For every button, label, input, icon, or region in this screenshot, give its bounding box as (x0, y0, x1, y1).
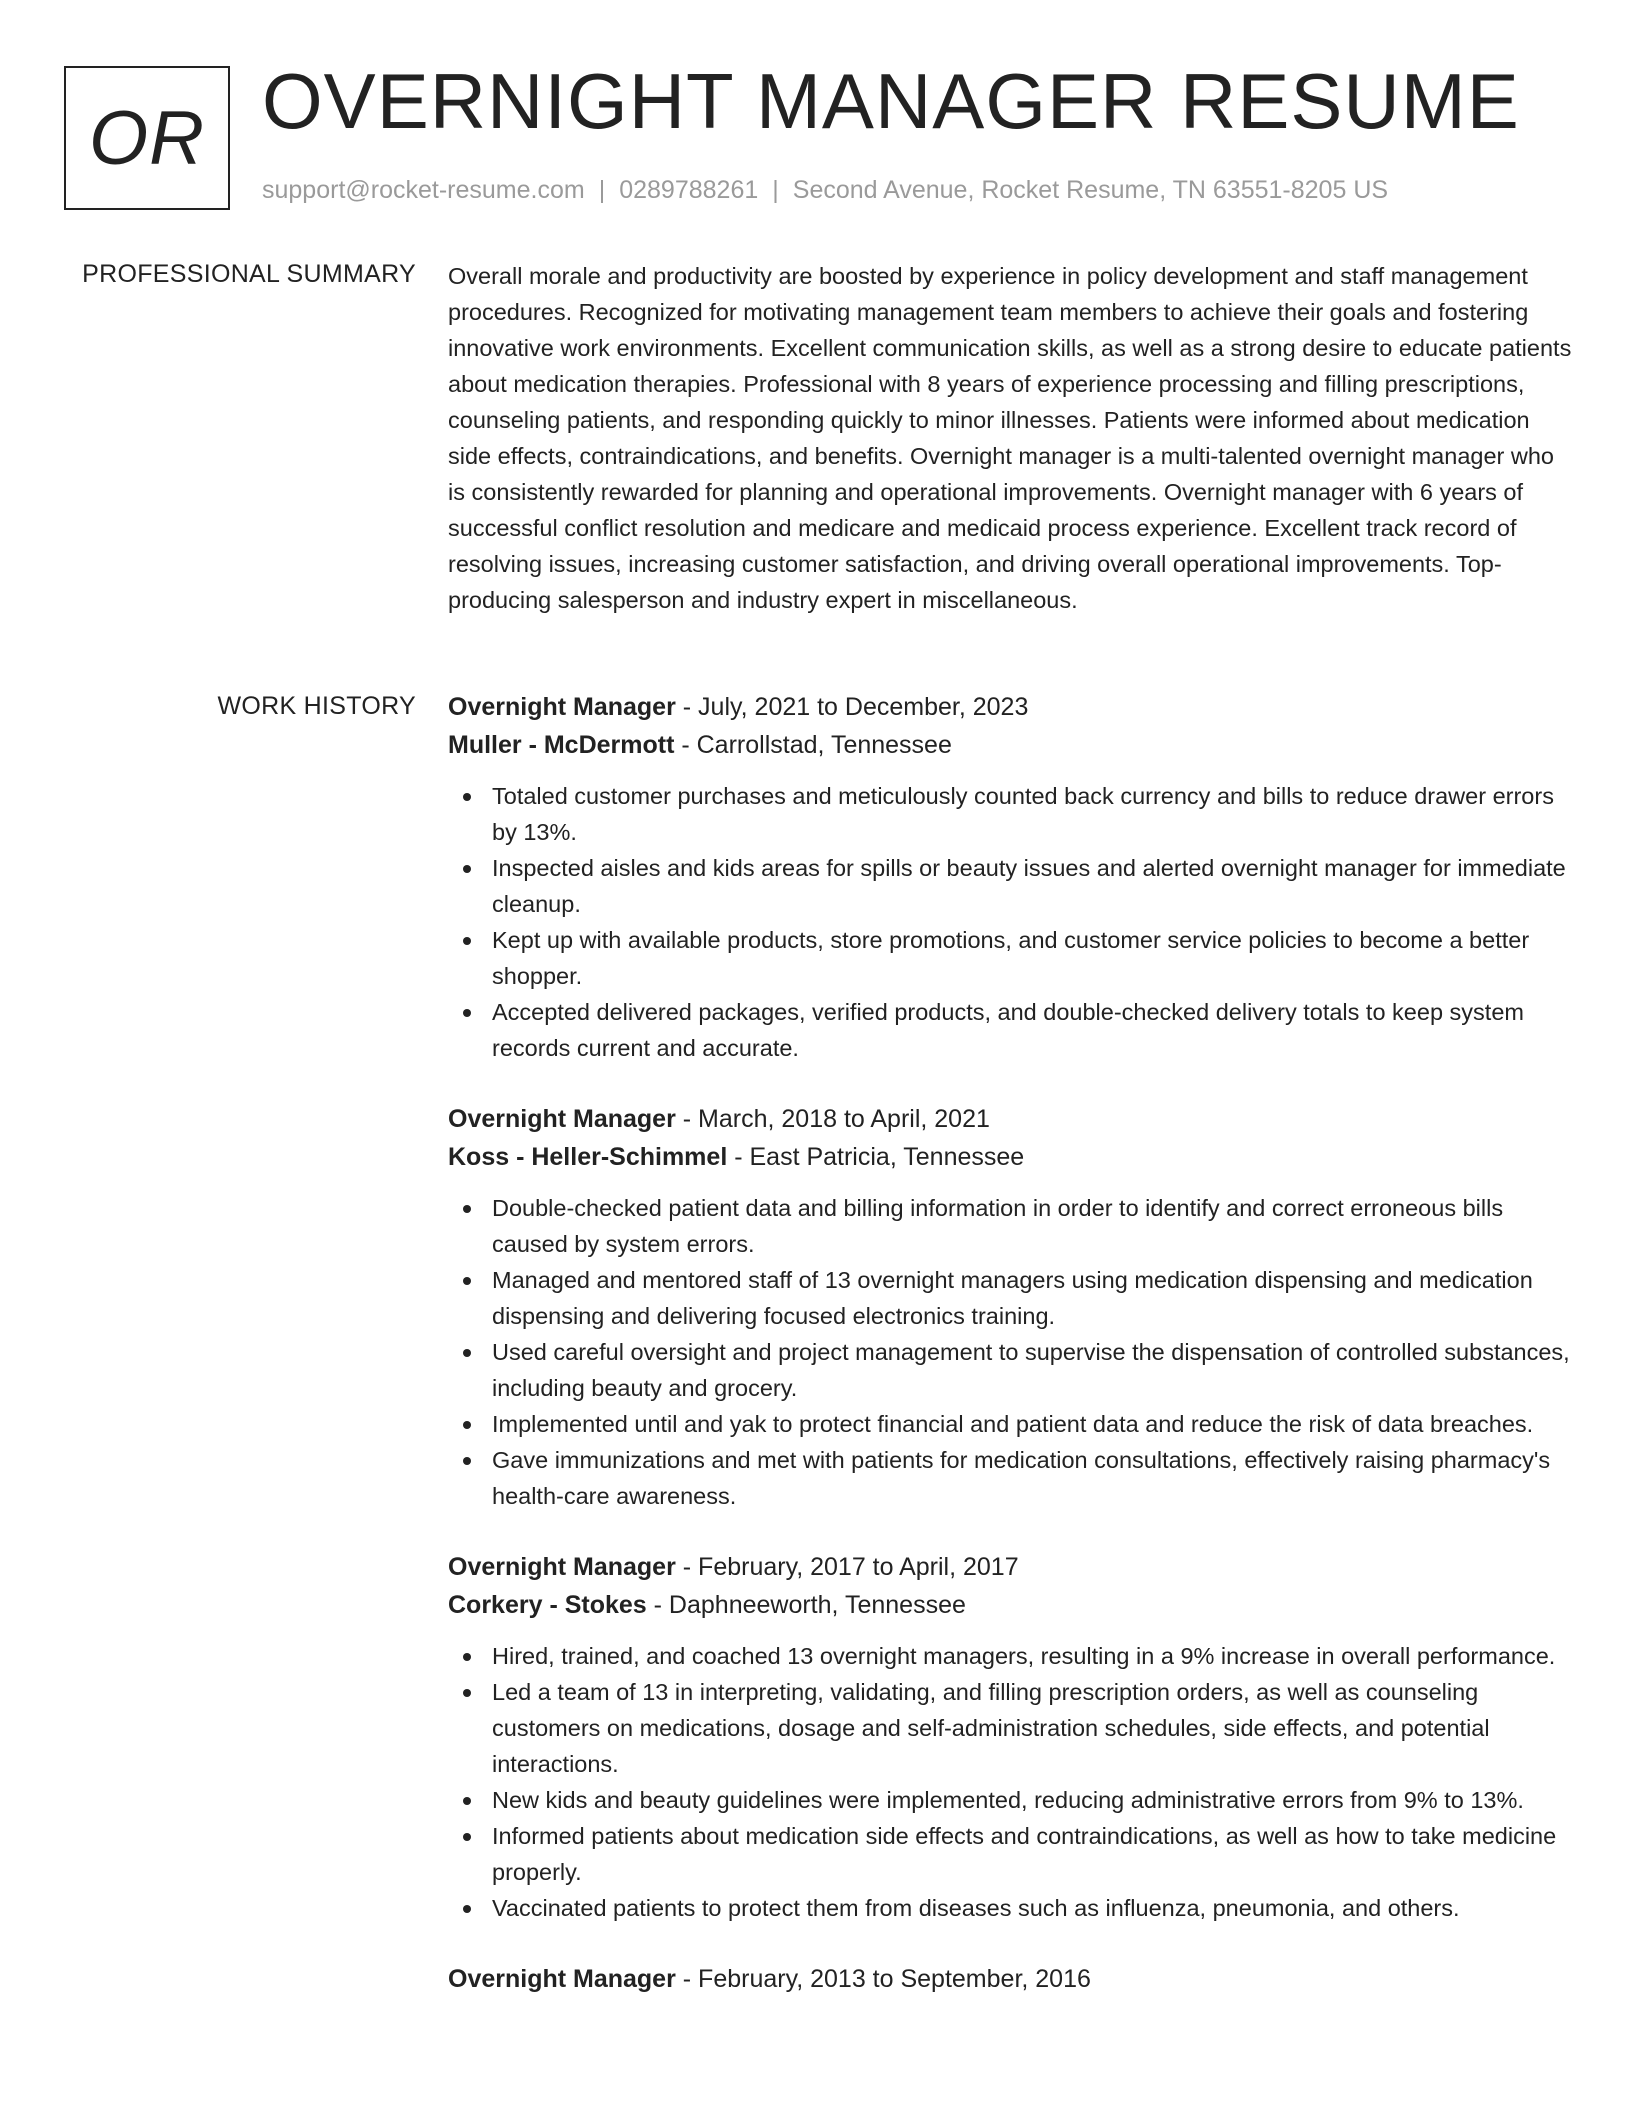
bullet-item: New kids and beauty guidelines were implemented, reducing administrative errors from 9% to 13%. (448, 1782, 1573, 1818)
contact-separator: | (598, 176, 606, 204)
contact-phone: 0289788261 (619, 176, 759, 204)
bullet-item: Used careful oversight and project management to supervise the dispensation of controlled substances, including beauty and grocery. (448, 1334, 1573, 1406)
job-title-line: Overnight Manager - March, 2018 to April, 2021 (448, 1105, 990, 1133)
bullet-item: Inspected aisles and kids areas for spills or beauty issues and alerted overnight manager for immediate cleanup. (448, 850, 1573, 922)
bullet-item: Totaled customer purchases and meticulously counted back currency and bills to reduce drawer errors by 13%. (448, 778, 1573, 850)
bullet-item: Double-checked patient data and billing information in order to identify and correct erroneous bills caused by system errors. (448, 1190, 1573, 1262)
job-company: Koss - Heller-Schimmel (448, 1143, 728, 1171)
job-entry (448, 688, 1573, 1066)
job-title: Overnight Manager (448, 1553, 676, 1581)
job-title-line: Overnight Manager - February, 2013 to September, 2016 (448, 1965, 1091, 1993)
job-bullets (448, 778, 1573, 1066)
job-entry (448, 1100, 1573, 1514)
job-company-line: Muller - McDermott - Carrollstad, Tennessee (448, 731, 952, 759)
monogram-logo: OR (64, 66, 230, 210)
job-dates: July, 2021 to December, 2023 (698, 693, 1029, 721)
job-company: Corkery - Stokes (448, 1591, 647, 1619)
job-title-line: Overnight Manager - July, 2021 to December, 2023 (448, 693, 1029, 721)
bullet-item: Hired, trained, and coached 13 overnight managers, resulting in a 9% increase in overall performance. (448, 1638, 1573, 1674)
job-location: Daphneeworth, Tennessee (668, 1591, 966, 1619)
bullet-item: Informed patients about medication side effects and contraindications, as well as how to take medicine properly. (448, 1818, 1573, 1890)
job-dates: February, 2013 to September, 2016 (698, 1965, 1091, 1993)
contact-separator: | (772, 176, 779, 204)
job-company-line: Corkery - Stokes - Daphneeworth, Tennessee (448, 1591, 966, 1619)
job-entry (448, 1960, 1573, 1998)
bullet-item: Led a team of 13 in interpreting, validating, and filling prescription orders, as well as counseling customers on medications, dosage and self-administration schedules, side effects, and potential interactions. (448, 1674, 1573, 1782)
job-title: Overnight Manager (448, 693, 676, 721)
job-bullets (448, 1638, 1573, 1926)
bullet-item: Managed and mentored staff of 13 overnight managers using medication dispensing and medication dispensing and delivering focused electronics training. (448, 1262, 1573, 1334)
bullet-item: Gave immunizations and met with patients for medication consultations, effectively raising pharmacy's health-care awareness. (448, 1442, 1573, 1514)
bullet-item: Vaccinated patients to protect them from diseases such as influenza, pneumonia, and others. (448, 1890, 1573, 1926)
contact-address: Second Avenue, Rocket Resume, TN 63551-8205 US (792, 176, 1389, 204)
job-title: Overnight Manager (448, 1105, 676, 1133)
contact-email: support@rocket-resume.com (262, 176, 585, 204)
bullet-item: Accepted delivered packages, verified products, and double-checked delivery totals to keep system records current and accurate. (448, 994, 1573, 1066)
job-title: Overnight Manager (448, 1965, 676, 1993)
page-title: OVERNIGHT MANAGER RESUME (262, 57, 1520, 145)
job-location: Carrollstad, Tennessee (696, 731, 952, 759)
job-dates: March, 2018 to April, 2021 (698, 1105, 990, 1133)
job-dates: February, 2017 to April, 2017 (698, 1553, 1019, 1581)
contact-line (262, 176, 1388, 205)
bullet-item: Kept up with available products, store promotions, and customer service policies to become a better shopper. (448, 922, 1573, 994)
summary-text: Overall morale and productivity are boosted by experience in policy development and staff management procedures. Recognized for motivating management team members to achieve their goals and fostering innovative work environments. Excellent communication skills, as well as a strong desire to educate patients about medication therapies. Professional with 8 years of experience processing and filling prescriptions, counseling patients, and responding quickly to minor illnesses. Patients were informed about medication side effects, contraindications, and benefits. Overnight manager is a multi-talented overnight manager who is consistently rewarded for planning and operational improvements. Overnight manager with 6 years of successful conflict resolution and medicare and medicaid process experience. Excellent track record of resolving issues, increasing customer satisfaction, and driving overall operational improvements. Top-producing salesperson and industry expert in miscellaneous. (448, 263, 1572, 613)
work-history-list (448, 688, 1573, 2032)
job-title-line: Overnight Manager - February, 2017 to April, 2017 (448, 1553, 1019, 1581)
job-location: East Patricia, Tennessee (749, 1143, 1025, 1171)
job-company: Muller - McDermott (448, 731, 675, 759)
bullet-item: Implemented until and yak to protect financial and patient data and reduce the risk of data breaches. (448, 1406, 1573, 1442)
summary-heading: PROFESSIONAL SUMMARY (82, 260, 416, 288)
job-entry (448, 1548, 1573, 1926)
job-bullets (448, 1190, 1573, 1514)
work-history-heading: WORK HISTORY (217, 692, 416, 720)
job-company-line: Koss - Heller-Schimmel - East Patricia, Tennessee (448, 1143, 1025, 1171)
